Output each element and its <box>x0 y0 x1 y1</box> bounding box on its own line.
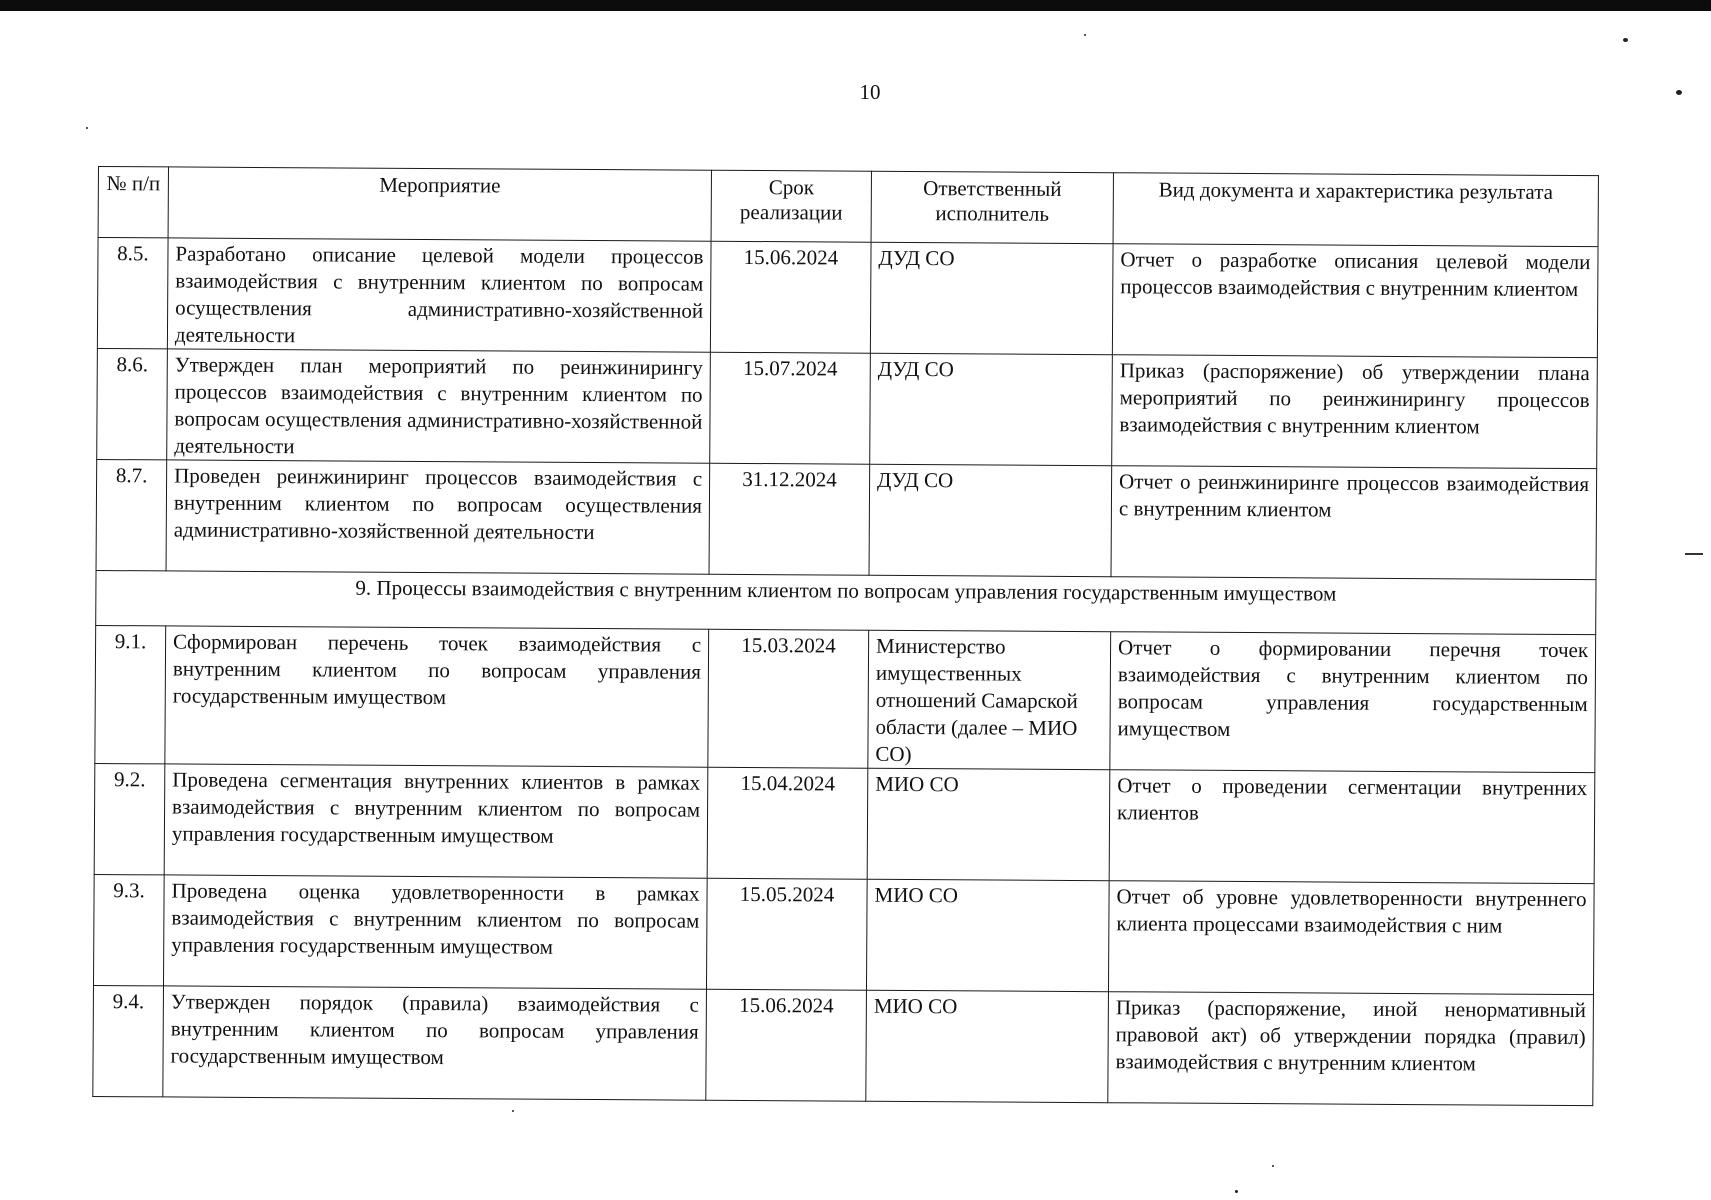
scan-margin-mark <box>1685 553 1703 555</box>
header-deadline: Срок реализации <box>711 170 871 242</box>
row-document: Отчет о формировании перечня точек взаимодействия с внутренним клиентом по вопросам управления государственным имуществом <box>1110 632 1596 773</box>
row-event: Проведена сегментация внутренних клиентов в рамках взаимодействия с внутренним клиентом по вопросам управления государственным имуществом <box>164 764 708 878</box>
row-event: Утвержден план мероприятий по реинжинирингу процессов взаимодействия с внутренним клиентом по вопросам осуществления административно-хозяйственной деятельности <box>167 349 711 463</box>
row-event: Утвержден порядок (правила) взаимодействия с внутренним клиентом по вопросам управления государственным имуществом <box>163 986 707 1100</box>
row-deadline: 15.06.2024 <box>710 241 871 353</box>
page-number: 10 <box>859 80 881 104</box>
row-document: Приказ (распоряжение) об утверждении плана мероприятий по реинжинирингу процессов взаимодействия с внутренним клиентом <box>1112 355 1598 469</box>
table-row <box>95 625 1596 772</box>
row-number: 9.3. <box>93 874 164 985</box>
row-deadline: 15.05.2024 <box>706 878 867 990</box>
row-responsible: МИО СО <box>866 879 1109 991</box>
row-responsible: ДУД СО <box>870 353 1113 465</box>
table-row <box>93 985 1594 1105</box>
row-document: Отчет о проведении сегментации внутренних клиентов <box>1109 770 1595 884</box>
row-deadline: 15.03.2024 <box>708 629 869 768</box>
row-number: 9.2. <box>94 763 165 874</box>
scan-top-edge <box>0 0 1711 11</box>
row-event: Сформирован перечень точек взаимодействия с внутренним клиентом по вопросам управления государственным имуществом <box>165 626 709 767</box>
section-heading: 9. Процессы взаимодействия с внутренним клиентом по вопросам управления государственным имуществом <box>96 570 1596 634</box>
table-header-row <box>98 167 1598 247</box>
row-number: 8.7. <box>96 459 167 570</box>
row-deadline: 15.07.2024 <box>710 352 871 464</box>
header-document: Вид документа и характеристика результата <box>1113 173 1598 247</box>
row-document: Приказ (распоряжение, иной ненормативный правовой акт) об утверждении порядка (правил) взаимодействия с внутренним клиентом <box>1108 992 1594 1106</box>
row-deadline: 31.12.2024 <box>709 463 870 575</box>
scan-speck <box>1272 1165 1274 1167</box>
row-event: Проведен реинжиниринг процессов взаимодействия с внутренним клиентом по вопросам осуществления административно-хозяйственной деятельности <box>166 460 710 574</box>
table-row <box>94 763 1595 883</box>
row-number: 9.1. <box>95 625 166 763</box>
plan-table-wrapper <box>92 166 1598 1106</box>
row-responsible: МИО СО <box>866 990 1109 1102</box>
row-deadline: 15.04.2024 <box>707 767 868 879</box>
row-number: 8.6. <box>97 348 168 459</box>
scan-speck <box>1676 90 1682 95</box>
row-document: Отчет о реинжиниринге процессов взаимодействия с внутренним клиентом <box>1111 466 1597 580</box>
scan-speck <box>512 1110 514 1112</box>
row-document: Отчет об уровне удовлетворенности внутреннего клиента процессами взаимодействия с ним <box>1108 881 1594 995</box>
row-event: Проведена оценка удовлетворенности в рамках взаимодействия с внутренним клиентом по вопросам управления государственным имуществом <box>163 875 707 989</box>
row-deadline: 15.06.2024 <box>706 989 867 1101</box>
scan-speck <box>86 127 88 129</box>
row-responsible: МИО СО <box>867 768 1110 880</box>
row-document: Отчет о разработке описания целевой модели процессов взаимодействия с внутренним клиентом <box>1112 244 1598 358</box>
plan-table <box>92 166 1599 1106</box>
header-responsible: Ответственный исполнитель <box>871 171 1113 243</box>
scan-speck <box>1084 34 1086 36</box>
row-responsible: Министерство имущественных отношений Самарской области (далее – МИО СО) <box>868 630 1111 769</box>
table-row <box>93 874 1594 994</box>
row-event: Разработано описание целевой модели процессов взаимодействия с внутренним клиентом по вопросам осуществления административно-хозяйственной деятельности <box>167 238 711 352</box>
row-responsible: ДУД СО <box>869 464 1112 576</box>
row-number: 9.4. <box>93 985 164 1096</box>
scan-speck <box>1623 38 1628 42</box>
header-num: № п/п <box>98 167 168 238</box>
table-row <box>97 238 1598 358</box>
table-row <box>96 459 1597 579</box>
row-responsible: ДУД СО <box>870 242 1113 354</box>
table-row <box>97 348 1598 468</box>
header-event: Мероприятие <box>168 167 711 241</box>
row-number: 8.5. <box>97 238 168 349</box>
scan-speck <box>1235 1190 1238 1193</box>
section-row <box>96 570 1596 634</box>
